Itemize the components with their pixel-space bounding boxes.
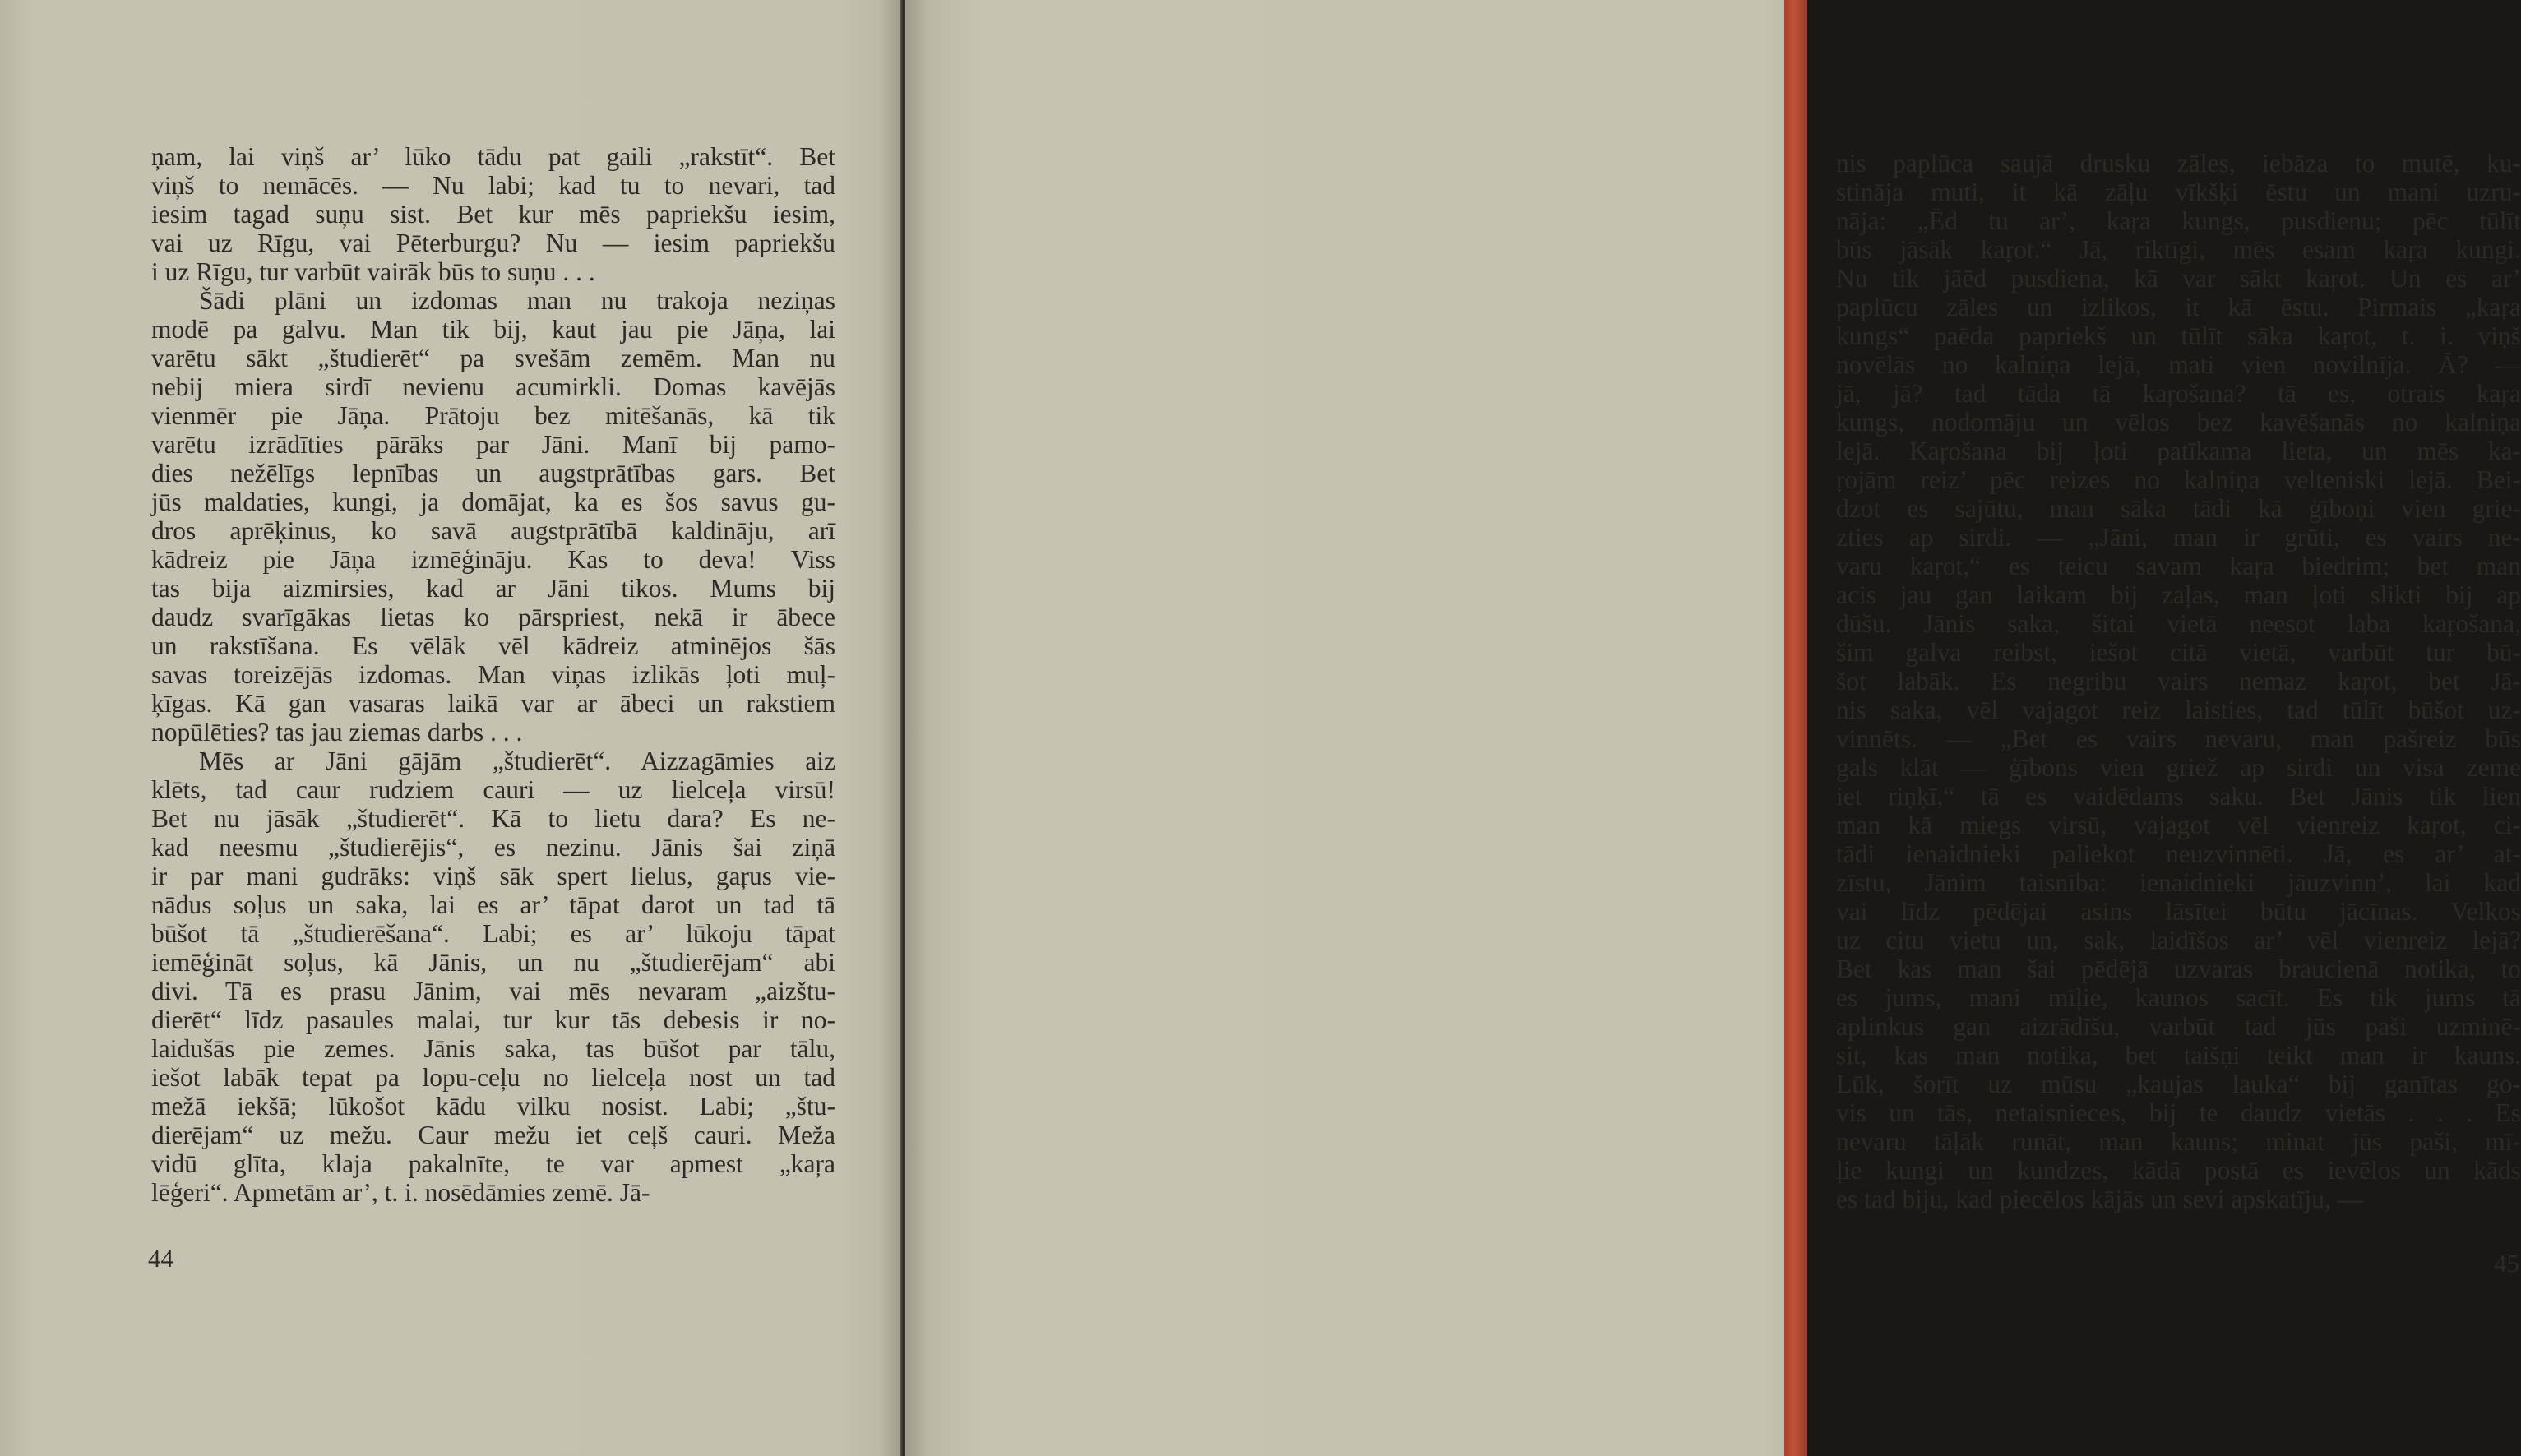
book-cover-edge bbox=[1784, 0, 1807, 1456]
text-line: dros aprēķinus, ko savā augstprātībā kaldināju, arī bbox=[151, 516, 835, 545]
text-line: iešot labāk tepat pa lopu-ceļu no lielceļa nost un tad bbox=[151, 1063, 835, 1092]
text-line: klēts, tad caur rudziem cauri — uz lielceļa virsū! bbox=[151, 775, 835, 804]
text-line: šot labāk. Es negribu vairs nemaz kaŗot, bet Jā- bbox=[1836, 667, 2521, 696]
text-line: man kā miegs virsū, vajagot vēl vienreiz kaŗot, ci- bbox=[1836, 811, 2521, 839]
text-line: acis jau gan laikam bij zaļas, man ļoti slikti bij ap bbox=[1836, 580, 2521, 609]
text-line: lēģeri“. Apmetām ar’, t. i. nosēdāmies zemē. Jā- bbox=[151, 1178, 650, 1207]
text-line: vinnēts. — „Bet es vairs nevaru, man pašreiz būs bbox=[1836, 724, 2521, 753]
text-line: dzot es sajūtu, man sāka tādi kā ģīboņi vien grie- bbox=[1836, 494, 2521, 523]
text-line: nis paplūca saujā drusku zāles, iebāza to mutē, ku- bbox=[1836, 149, 2521, 178]
left-page-text bbox=[151, 142, 835, 1207]
text-line: vai uz Rīgu, vai Pēterburgu? Nu — iesim papriekšu bbox=[151, 229, 835, 257]
text-line: daudz svarīgākas lietas ko pārspriest, nekā ir ābece bbox=[151, 603, 835, 631]
text-line: kungs, nodomāju un vēlos bez kavēšanās no kalniņa bbox=[1836, 408, 2521, 437]
text-line: kādreiz pie Jāņa izmēģināju. Kas to deva! Viss bbox=[151, 545, 835, 574]
text-line: nādus soļus un saka, lai es ar’ tāpat darot un tad tā bbox=[151, 890, 835, 919]
text-line: Lūk, šorīt uz mūsu „kaujas lauka“ bij ganītas go- bbox=[1836, 1070, 2521, 1098]
text-line: es tad biju, kad piecēlos kājās un sevi apskatīju, — bbox=[1836, 1185, 2364, 1213]
text-line: varu kaŗot,“ es teicu savam kaŗa biedrim; bet man bbox=[1836, 552, 2521, 580]
text-line: iemēģināt soļus, kā Jānis, un nu „študierējam“ abi bbox=[151, 948, 835, 977]
text-line: kad neesmu „študierējis“, es nezinu. Jānis šai ziņā bbox=[151, 833, 835, 862]
text-line: vis un tās, netaisnieces, bij te daudz vietās . . . Es bbox=[1836, 1098, 2521, 1127]
text-line: Nu tik jāēd pusdiena, kā var sākt kaŗot. Un es ar’ bbox=[1836, 264, 2521, 293]
text-line: lejā. Kaŗošana bij ļoti patīkama lieta, un mēs ka- bbox=[1836, 437, 2521, 465]
text-line: varētu izrādīties pārāks par Jāni. Manī bij pamo- bbox=[151, 430, 835, 459]
text-line: kungs“ paēda papriekš un tūlīt sāka kaŗot, t. i. viņš bbox=[1836, 321, 2521, 350]
text-line: uz citu vietu un, sak, laidīšos ar’ vēl vienreiz lejā? bbox=[1836, 926, 2521, 954]
text-line: ir par mani gudrāks: viņš sāk spert lielus, gaŗus vie- bbox=[151, 862, 835, 890]
text-line: aplinkus gan aizrādīšu, varbūt tad jūs paši uzminē- bbox=[1836, 1012, 2521, 1041]
text-line: sit, kas man notika, bet taišņi teikt man ir kauns. bbox=[1836, 1041, 2521, 1070]
text-line: paplūcu zāles un izlikos, it kā ēstu. Pirmais „kaŗa bbox=[1836, 293, 2521, 321]
text-line: šim galva reibst, iešot citā vietā, varbūt tur bū- bbox=[1836, 638, 2521, 667]
text-line: i uz Rīgu, tur varbūt vairāk būs to suņu . . . bbox=[151, 257, 595, 286]
text-line: būs jāsāk kaŗot.“ Jā, riktīgi, mēs esam kaŗa kungi. bbox=[1836, 235, 2521, 264]
text-line: būšot tā „študierēšana“. Labi; es ar’ lūkoju tāpat bbox=[151, 919, 835, 948]
text-line: ŗojām reiz’ pēc reizes no kalniņa velteniski lejā. Bei- bbox=[1836, 465, 2521, 494]
text-line: zīstu, Jānim taisnība: ienaidnieki jāuzvinn’, lai kad bbox=[1836, 868, 2521, 897]
text-line: ļie kungi un kundzes, kādā postā es ievēlos un kāds bbox=[1836, 1156, 2521, 1185]
text-line: es jums, mani mīļie, kaunos sacīt. Es tik jums tā bbox=[1836, 983, 2521, 1012]
text-line: vai līdz pēdējai asins lāsītei būtu jācīnas. Velkos bbox=[1836, 897, 2521, 926]
text-line: stināja muti, it kā zāļu vīkšķi ēstu un mani uzru- bbox=[1836, 178, 2521, 206]
text-line: vidū glīta, klaja pakalnīte, te var apmest „kaŗa bbox=[151, 1149, 835, 1178]
text-line: Bet nu jāsāk „študierēt“. Kā to lietu dara? Es ne- bbox=[151, 804, 835, 833]
text-line: un rakstīšana. Es vēlāk vēl kādreiz atminējos šās bbox=[151, 631, 835, 660]
text-line: novēlās no kalniņa lejā, mati vien novilnīja. Ā? — bbox=[1836, 350, 2521, 379]
right-page-number: 45 bbox=[2494, 1249, 2519, 1278]
text-line: iesim tagad suņu sist. Bet kur mēs papriekšu iesim, bbox=[151, 200, 835, 229]
text-line: savas toreizējās izdomas. Man viņas izlikās ļoti muļ- bbox=[151, 660, 835, 689]
text-line: Mēs ar Jāni gājām „študierēt“. Aizzagāmies aiz bbox=[199, 746, 835, 775]
text-line: tas bija aizmirsies, kad ar Jāni tikos. Mums bij bbox=[151, 574, 835, 603]
text-line: viņš to nemācēs. — Nu labi; kad tu to nevari, tad bbox=[151, 171, 835, 200]
text-line: Šādi plāni un izdomas man nu trakoja neziņas bbox=[199, 286, 835, 315]
text-line: mežā iekšā; lūkošot kādu vilku nosist. Labi; „štu- bbox=[151, 1092, 835, 1121]
text-line: Bet kas man šai pēdējā uzvaras braucienā notika, to bbox=[1836, 954, 2521, 983]
text-line: modē pa galvu. Man tik bij, kaut jau pie Jāņa, lai bbox=[151, 315, 835, 344]
right-page-text bbox=[1836, 149, 2521, 1213]
text-line: ņam, lai viņš ar’ lūko tādu pat gaili „rakstīt“. Bet bbox=[151, 142, 835, 171]
text-line: ķīgas. Kā gan vasaras laikā var ar ābeci un rakstiem bbox=[151, 689, 835, 718]
text-line: nebij miera sirdī nevienu acumirkli. Domas kavējās bbox=[151, 372, 835, 401]
right-page bbox=[905, 0, 2521, 1456]
text-line: dierēt“ līdz pasaules malai, tur kur tās debesis ir no- bbox=[151, 1005, 835, 1034]
text-line: divi. Tā es prasu Jānim, vai mēs nevaram „aizštu- bbox=[151, 977, 835, 1005]
text-line: dierējam“ uz mežu. Caur mežu iet ceļš cauri. Meža bbox=[151, 1121, 835, 1149]
text-line: laidušās pie zemes. Jānis saka, tas būšot par tālu, bbox=[151, 1034, 835, 1063]
text-line: dies nežēlīgs lepnības un augstprātības gars. Bet bbox=[151, 459, 835, 488]
text-line: zties ap sirdi. — „Jāni, man ir grūti, es vairs ne- bbox=[1836, 523, 2521, 552]
text-line: gals klāt — ģībons vien griež ap sirdi un visa zeme bbox=[1836, 753, 2521, 782]
text-line: nopūlēties? tas jau ziemas darbs . . . bbox=[151, 718, 523, 746]
text-line: nāja: „Ēd tu ar’, kaŗa kungs, pusdienu; pēc tūlīt bbox=[1836, 206, 2521, 235]
text-line: jā, jā? tad tāda tā kaŗošana? tā es, otrais kaŗa bbox=[1836, 379, 2521, 408]
text-line: nevaru tāļāk runāt, man kauns; minat jūs paši, mī- bbox=[1836, 1127, 2521, 1156]
left-page-number: 44 bbox=[148, 1244, 173, 1273]
text-line: jūs maldaties, kungi, ja domājat, ka es šos savus gu- bbox=[151, 488, 835, 516]
left-page bbox=[0, 0, 902, 1456]
text-line: nis saka, vēl vajagot reiz laisties, tad tūlīt būšot uz- bbox=[1836, 696, 2521, 724]
text-line: dūšu. Jānis saka, šitai vietā neesot laba kaŗošana, bbox=[1836, 609, 2521, 638]
text-line: varētu sākt „študierēt“ pa svešām zemēm. Man nu bbox=[151, 344, 835, 372]
text-line: iet riņķī,“ tā es vaidēdams saku. Bet Jānis tik lien bbox=[1836, 782, 2521, 811]
text-line: vienmēr pie Jāņa. Prātoju bez mitēšanās, kā tik bbox=[151, 401, 835, 430]
text-line: tādi ienaidnieki paliekot neuzvinnēti. Jā, es ar’ at- bbox=[1836, 839, 2521, 868]
